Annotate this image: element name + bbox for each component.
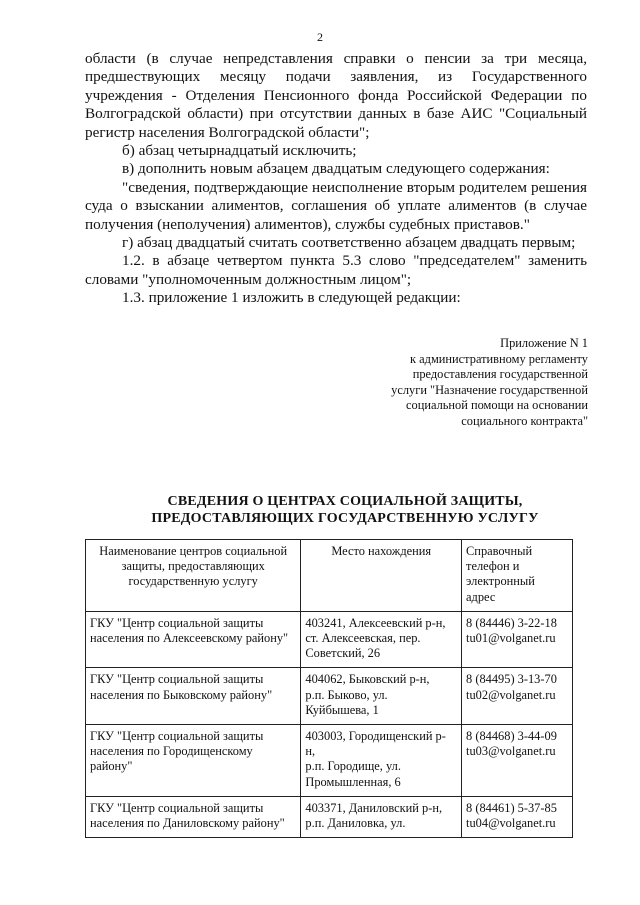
- cell-line: 403371, Даниловский р-н,: [305, 800, 443, 815]
- header-location: [301, 540, 462, 612]
- cell-line: ГКУ "Центр социальной защиты: [90, 800, 264, 815]
- cell-line: р.п. Даниловка, ул.: [305, 816, 406, 831]
- appendix-line: Приложение N 1: [500, 336, 588, 350]
- cell-name: [86, 796, 301, 837]
- document-body: [85, 50, 587, 308]
- header-center-name: [86, 540, 301, 612]
- cell-line: 8 (84461) 5-37-85: [466, 800, 557, 815]
- header-line: государственную услугу: [128, 574, 258, 589]
- cell-contact: [462, 725, 573, 797]
- cell-line: населения по Быковскому району": [90, 687, 273, 702]
- header-line: Место нахождения: [331, 544, 432, 558]
- table-row: [86, 725, 573, 797]
- cell-line: населения по Алексеевскому району": [90, 631, 289, 646]
- body-paragraph: 1.2. в абзаце четвертом пункта 5.3 слово "председателем" заменить словами "уполномоченным должностным лицом";: [85, 252, 587, 288]
- table-row: [86, 668, 573, 725]
- cell-address: [301, 796, 462, 837]
- appendix-line: социального контракта": [461, 413, 588, 428]
- table-header-row: [86, 540, 573, 612]
- appendix-line: к административному регламенту: [410, 351, 588, 366]
- cell-name: [86, 611, 301, 668]
- page-number: 2: [317, 30, 323, 44]
- header-line: защиты, предоставляющих: [121, 559, 265, 574]
- cell-contact: [462, 796, 573, 837]
- heading-line: ПРЕДОСТАВЛЯЮЩИХ ГОСУДАРСТВЕННУЮ УСЛУГУ: [151, 511, 539, 526]
- cell-address: [301, 611, 462, 668]
- appendix-line: предоставления государственной: [412, 367, 588, 382]
- cell-line: 404062, Быковский р-н,: [305, 672, 430, 687]
- header-line: адрес: [466, 589, 496, 604]
- cell-contact: [462, 611, 573, 668]
- cell-line: р.п. Быково, ул.: [305, 687, 388, 702]
- heading-line: СВЕДЕНИЯ О ЦЕНТРАХ СОЦИАЛЬНОЙ ЗАЩИТЫ,: [167, 494, 523, 509]
- centers-table: [85, 539, 573, 838]
- body-paragraph: в) дополнить новым абзацем двадцатым следующего содержания:: [122, 160, 550, 178]
- cell-line: р.п. Городище, ул.: [305, 759, 401, 774]
- cell-line: ГКУ "Центр социальной защиты: [90, 615, 264, 630]
- cell-contact: [462, 668, 573, 725]
- table-body: [86, 611, 573, 837]
- cell-address: [301, 668, 462, 725]
- cell-line: Советский, 26: [305, 646, 381, 661]
- cell-line: населения по Городищенскому: [90, 744, 253, 759]
- body-paragraph: "сведения, подтверждающие неисполнение вторым родителем решения суда о взыскании алиментов, соглашения об уплате алиментов (в случае получения (неполучения) алиментов), службы судебных приставов.": [85, 178, 587, 233]
- header-contact: [462, 540, 573, 612]
- body-paragraph: области (в случае непредставления справки о пенсии за три месяца, предшествующих месяцу подачи заявления, из Государственного учреждения - Отделения Пенсионного фонда Российской Федерации по Волгоградской области) при отсутствии данных в базе АИС "Социальный регистр населения Волгоградской области";: [85, 50, 587, 141]
- cell-line: tu02@volganet.ru: [466, 687, 556, 702]
- cell-line: ГКУ "Центр социальной защиты: [90, 729, 264, 744]
- table-row: [86, 796, 573, 837]
- cell-line: ГКУ "Центр социальной защиты: [90, 672, 264, 687]
- cell-line: населения по Даниловскому району": [90, 816, 285, 831]
- body-paragraph: 1.3. приложение 1 изложить в следующей редакции:: [122, 289, 461, 307]
- header-line: Наименование центров социальной: [99, 544, 288, 558]
- cell-address: [301, 725, 462, 797]
- cell-line: tu04@volganet.ru: [466, 816, 556, 831]
- appendix-line: услуги "Назначение государственной: [391, 382, 588, 397]
- cell-line: 403241, Алексеевский р-н,: [305, 615, 446, 630]
- header-line: телефон и: [466, 559, 520, 574]
- appendix-note: [328, 336, 588, 430]
- body-paragraph: г) абзац двадцатый считать соответственно абзацем двадцать первым;: [122, 234, 576, 252]
- cell-name: [86, 668, 301, 725]
- cell-line: tu01@volganet.ru: [466, 631, 556, 646]
- body-paragraph: б) абзац четырнадцатый исключить;: [122, 142, 357, 160]
- section-heading: [85, 493, 605, 527]
- cell-line: 8 (84446) 3-22-18: [466, 615, 557, 630]
- cell-line: Промышленная, 6: [305, 774, 401, 789]
- cell-line: ст. Алексеевская, пер.: [305, 631, 421, 646]
- cell-line: 8 (84468) 3-44-09: [466, 729, 557, 744]
- header-line: Справочный: [466, 544, 533, 558]
- cell-line: tu03@volganet.ru: [466, 744, 556, 759]
- cell-name: [86, 725, 301, 797]
- table-row: [86, 611, 573, 668]
- cell-line: району": [90, 759, 133, 774]
- cell-line: 403003, Городищенский р-: [305, 729, 446, 744]
- header-line: электронный: [466, 574, 535, 589]
- cell-line: н,: [305, 744, 316, 759]
- appendix-line: социальной помощи на основании: [406, 398, 588, 413]
- cell-line: 8 (84495) 3-13-70: [466, 672, 557, 687]
- cell-line: Куйбышева, 1: [305, 702, 379, 717]
